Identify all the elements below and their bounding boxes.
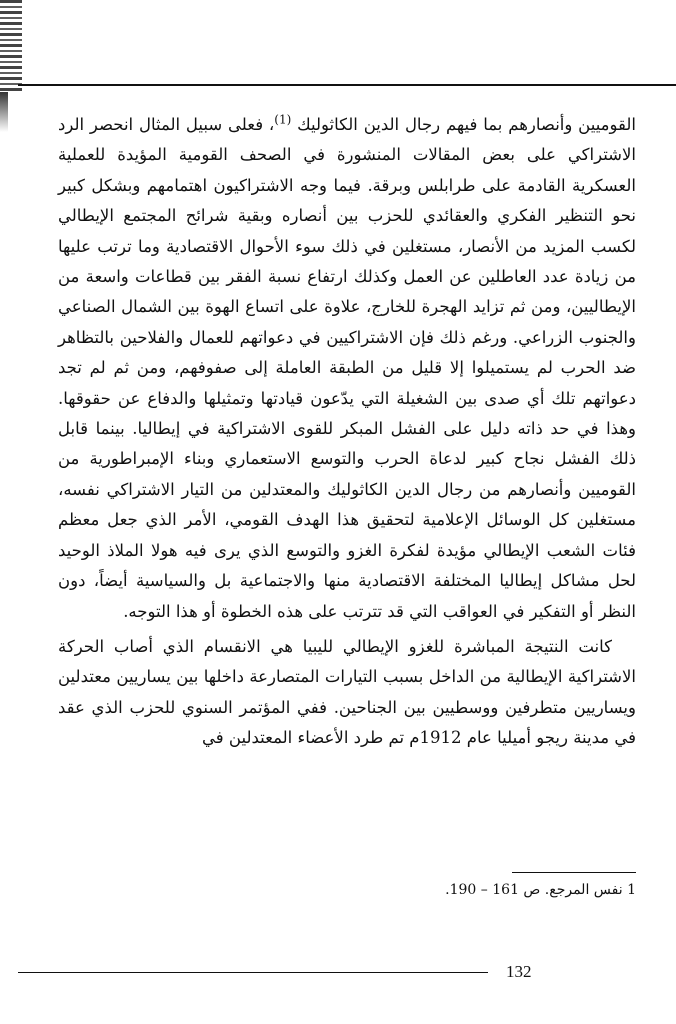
page-number: 132	[506, 962, 532, 981]
footnote-separator	[512, 872, 636, 873]
footnote: 1 نفس المرجع. ص 161 – 190.	[445, 882, 636, 898]
footnote-reference: (1)	[274, 112, 292, 127]
scanned-page-edge	[0, 0, 22, 92]
footer-rule	[18, 972, 488, 973]
paragraph-1-rest: ، فعلى سبيل المثال انحصر الرد الاشتراكي على بعض المقالات المنشورة في الصحف القومية المؤيدة للعملية العسكرية القادمة على طرابلس وبرقة. فيما وجه الاشتراكيون اهتمامهم وبشكل كبير نحو التنظير الفكري والعقائدي للحزب بين أنصاره وبقية شرائح المجتمع الإيطالي لكسب المزيد من الأنصار، مستغلين في ذلك سوء الأحوال الاقتصادية وما ترتب عليها من زيادة عدد العاطلين عن العمل وكذلك ارتفاع نسبة الفقر بين قطاعات واسعة من الإيطاليين، ومن ثم تزايد الهجرة للخارج، علاوة على اتساع الهوة بين الشمال الصناعي والجنوب الزراعي. ورغم ذلك فإن الاشتراكيين في دعواتهم للعمال والفلاحين بالتظاهر ضد الحرب لم يستميلوا إلا قليل من الطبقة العاملة إلى صفوفهم، ومن ثم لم تجد دعواتهم تلك أي صدى بين الشغيلة التي يدّعون قيادتها وتمثيلها والدفاع عن حقوقها. وهذا في حد ذاته دليل على الفشل المبكر للقوى الاشتراكية في إيطاليا. بينما قابل ذلك الفشل نجاح كبير لدعاة الحرب والتوسع الاستعماري وبناء الإمبراطورية من القوميين وأنصارهم من رجال الدين الكاثوليك والمعتدلين من التيار الاشتراكي نفسه، مستغلين كل الوسائل الإعلامية لتحقيق هذا الهدف القومي، الأمر الذي جعل معظم فئات الشعب الإيطالي مؤيدة لفكرة الغزو والتوسع الذي يرى فيه هولا الملاذ الوحيد لحل مشاكل إيطاليا المختلفة الاقتصادية منها والاجتماعية بل والسياسية أيضاً، دون النظر أو التفكير في العواقب التي قد تترتب على هذه الخطوة أو هذا التوجه.	[58, 115, 636, 621]
scanned-page-edge-shadow	[0, 92, 8, 132]
paragraph-2: كانت النتيجة المباشرة للغزو الإيطالي لليبيا هي الانقسام الذي أصاب الحركة الاشتراكية الإيطالية من الداخل بسبب التيارات المتصارعة داخلها بين يساريين معتدلين ويساريين متطرفين ووسطيين بين الجناحين. ففي المؤتمر السنوي للحزب الذي عقد في مدينة ريجو أميليا عام 1912م تم طرد الأعضاء المعتدلين في	[58, 636, 636, 748]
paragraph-1-start: القوميين وأنصارهم بما فيهم رجال الدين الكاثوليك	[291, 115, 637, 134]
paragraph-1	[58, 110, 636, 627]
body-text	[58, 110, 636, 754]
header-rule	[18, 84, 676, 86]
